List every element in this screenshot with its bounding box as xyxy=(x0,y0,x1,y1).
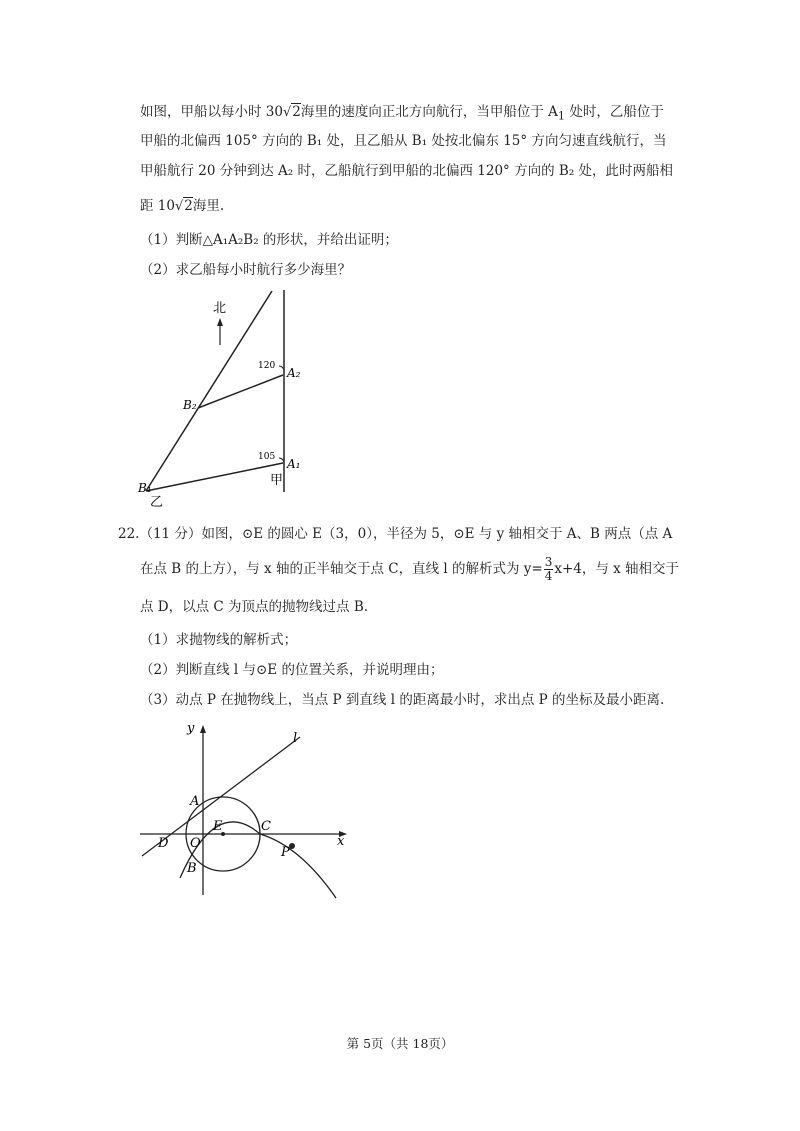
angle-105-label: 105 xyxy=(258,452,276,462)
a1-label: A₁ xyxy=(287,457,301,471)
q22-part-1: （1）求抛物线的解析式； xyxy=(140,632,298,648)
q21-line-4: 距 10√2海里. xyxy=(140,198,225,214)
page-footer: 第 5页（共 18页） xyxy=(346,1036,454,1051)
ship-diagram xyxy=(130,285,310,510)
slope-fraction: $\frac{3}{4}$ xyxy=(544,555,553,583)
q21-line-2: 甲船的北偏西 105° 方向的 B₁ 处，且乙船从 B₁ 处按北偏东 15° 方向匀速直线航行，当 xyxy=(140,133,667,149)
b1-label: B₁ xyxy=(138,481,152,495)
north-label: 北 xyxy=(213,301,227,316)
point-c-label: C xyxy=(261,819,271,834)
q22-line-3: 点 D，以点 C 为顶点的抛物线过点 B. xyxy=(140,599,369,615)
q21-part-2: （2）求乙船每小时航行多少海里？ xyxy=(140,262,352,278)
q21-line-3: 甲船航行 20 分钟到达 A₂ 时，乙船航行到甲船的北偏西 120° 方向的 B₂ 处，此时两船相 xyxy=(140,163,674,179)
angle-120-label: 120 xyxy=(258,361,276,371)
point-a-label: A xyxy=(190,794,200,809)
circle-parabola-diagram xyxy=(130,715,360,900)
q22-part-2: （2）判断直线 l 与⊙E 的位置关系，并说明理由； xyxy=(140,662,444,678)
q21-part-1: （1）判断△A₁A₂B₂ 的形状，并给出证明； xyxy=(140,232,398,248)
origin-label: O xyxy=(190,836,201,851)
q22-line-1: 22.（11 分）如图，⊙E 的圆心 E（3，0），半径为 5，⊙E 与 y 轴相交于 A、B 两点（点 A xyxy=(118,526,673,542)
point-b-label: B xyxy=(187,861,197,876)
q21-line-1: 如图，甲船以每小时 30√2海里的速度向正北方向航行，当甲船位于 $A_1$ 处时，乙船位于 xyxy=(140,104,664,123)
b2-label: B₂ xyxy=(183,398,197,412)
point-p-label: P xyxy=(281,845,290,860)
jia-label: 甲 xyxy=(270,473,284,488)
point-d-label: D xyxy=(158,836,169,851)
q22-part-3: （3）动点 P 在抛物线上，当点 P 到直线 l 的距离最小时，求出点 P 的坐标及最小距离. xyxy=(140,692,665,708)
point-e-label: E xyxy=(213,819,223,834)
yi-label: 乙 xyxy=(150,495,164,510)
q22-line-2: 在点 B 的上方），与 x 轴的正半轴交于点 C，直线 l 的解析式为 y= $\frac{3}{4}$ x+4，与 x 轴相交于 xyxy=(140,555,680,583)
a2-label: A₂ xyxy=(287,366,301,380)
y-axis-label: y xyxy=(187,721,195,736)
x-axis-label: x xyxy=(337,834,345,849)
line-l-label: l xyxy=(293,731,298,746)
